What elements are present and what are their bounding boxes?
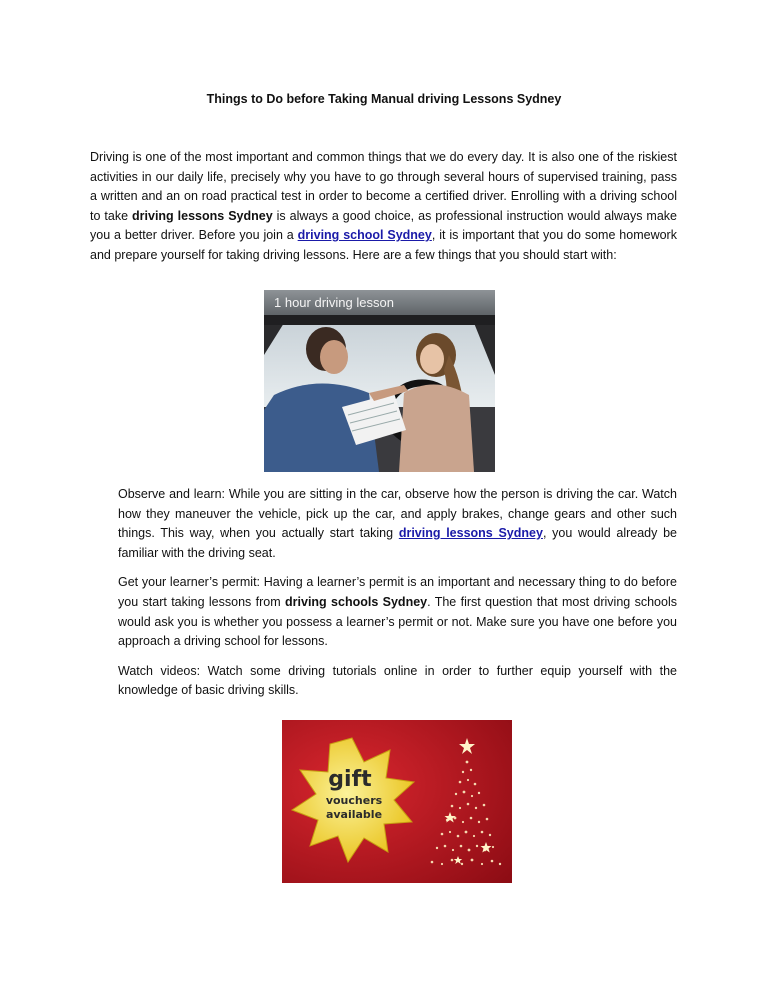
tip-2-bold-keyword: driving schools Sydney [285, 594, 428, 609]
voucher-line-1: gift [328, 767, 372, 792]
intro-bold-keyword: driving lessons Sydney [132, 208, 273, 223]
intro-text-1: Driving is one of the most important and common things that we do every day. It is also one of the riskiest activities in our daily life, precisely why you have to go through several hours of supervised training, pass a written and an on road practical test in order to become a certified driver. Enrolling with a driving school to take [90, 150, 677, 223]
tip-observe-and-learn [118, 485, 677, 563]
intro-paragraph [90, 148, 677, 266]
tip-1-text-1: Observe and learn: While you are sitting in the car, observe how the person is driving the car. Watch how they maneuver the vehicle, pick up the car, and apply brakes, change gears and other such things. This way, when you actually start taking [118, 487, 677, 541]
tip-watch-videos: Watch videos: Watch some driving tutorials online in order to further equip yourself with the knowledge of basic driving skills. [118, 663, 677, 698]
voucher-graphic [282, 720, 512, 883]
tip-2-text-2: . The first question that most driving schools would ask you is whether you possess a learner’s permit or not. Make sure you have one before you approach a driving school for lessons. [118, 594, 677, 649]
driving-school-sydney-link[interactable]: driving school Sydney [297, 228, 432, 243]
document-title: Things to Do before Taking Manual driving Lessons Sydney [206, 92, 562, 106]
voucher-line-2: vouchers [325, 794, 383, 807]
voucher-line-3: available [325, 808, 383, 821]
driving-lesson-photo [264, 290, 495, 472]
tip-1-text-2: , you would already be familiar with the driving seat. [118, 526, 677, 560]
intro-text-3: , it is important that you do some homework and prepare yourself for taking driving lessons. Here are a few things that you should start with: [90, 228, 677, 262]
tips-list [118, 485, 677, 711]
tip-learners-permit [118, 573, 677, 651]
car-interior-image [264, 315, 495, 472]
gift-voucher-image [282, 720, 512, 883]
photo-banner: 1 hour driving lesson [264, 290, 495, 315]
intro-text-2: is always a good choice, as professional instruction would always make you a better driver. Before you join a [90, 208, 678, 243]
driving-lessons-sydney-link[interactable]: driving lessons Sydney [398, 526, 543, 541]
tip-2-text-1: Get your learner’s permit: Having a learner’s permit is an important and necessary thing to do before you start taking lessons from [118, 575, 677, 609]
